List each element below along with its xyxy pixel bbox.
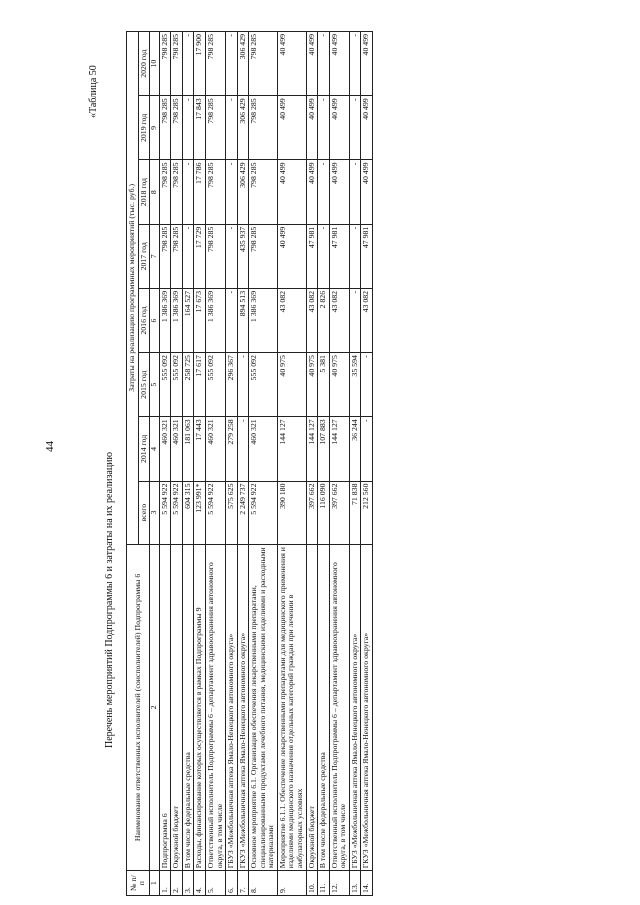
row-total: 212 560 <box>361 481 373 544</box>
row-name: Подпрограмма 6 <box>159 544 171 871</box>
row-year-value: 306 429 <box>237 160 249 224</box>
table-row <box>205 32 225 896</box>
row-year-value: 798 285 <box>159 224 171 288</box>
header-year: 2019 год <box>138 96 150 160</box>
row-name: Окружной бюджет <box>171 544 183 871</box>
row-year-value: - <box>226 32 238 96</box>
row-year-value: 1 386 369 <box>249 288 278 352</box>
row-total: 71 838 <box>349 481 361 544</box>
row-year-value: 306 429 <box>237 96 249 160</box>
row-number: 10. <box>306 871 318 896</box>
row-year-value: 555 092 <box>171 353 183 417</box>
row-year-value: 798 285 <box>205 160 225 224</box>
row-year-value: 40 975 <box>329 353 349 417</box>
row-total: 123 991* <box>194 481 206 544</box>
row-year-value: 43 082 <box>306 288 318 352</box>
row-total: 397 662 <box>306 481 318 544</box>
row-year-value: - <box>318 96 330 160</box>
table-row <box>329 32 349 896</box>
row-year-value: 17 443 <box>194 417 206 481</box>
header-total: всего <box>138 481 150 544</box>
row-year-value: 555 092 <box>205 353 225 417</box>
row-name: ГКУЗ «Межбольничная аптека Ямало-Ненецкого автономного округа» <box>237 544 249 871</box>
row-year-value: - <box>349 96 361 160</box>
row-year-value: 17 786 <box>194 160 206 224</box>
row-number: 4. <box>194 871 206 896</box>
row-year-value: 40 499 <box>329 160 349 224</box>
row-year-value: - <box>182 96 194 160</box>
header-name: Наименование ответственных исполнителей (соисполнителей) Подпрограммы 6 <box>127 544 150 871</box>
row-year-value: 40 499 <box>361 32 373 96</box>
index-cell: 9 <box>150 96 160 160</box>
table-row <box>159 32 171 896</box>
costs-table <box>126 31 373 896</box>
table-body <box>159 32 372 896</box>
row-name: Ответственный исполнитель Подпрограммы 6 – департамент здравоохранения автономного округа, в том числе <box>205 544 225 871</box>
row-year-value: 555 092 <box>159 353 171 417</box>
row-year-value: 47 981 <box>361 224 373 288</box>
row-number: 14. <box>361 871 373 896</box>
row-year-value: 798 285 <box>159 160 171 224</box>
row-year-value: 258 725 <box>182 353 194 417</box>
row-year-value: 40 499 <box>277 32 306 96</box>
row-year-value: 798 285 <box>171 224 183 288</box>
row-year-value: - <box>226 224 238 288</box>
row-year-value: 17 900 <box>194 32 206 96</box>
row-total: 397 662 <box>329 481 349 544</box>
row-year-value: 555 092 <box>249 353 278 417</box>
row-year-value: 1 386 369 <box>205 288 225 352</box>
table-row <box>361 32 373 896</box>
table-row <box>277 32 306 896</box>
row-year-value: 40 499 <box>361 160 373 224</box>
row-year-value: 40 499 <box>306 32 318 96</box>
row-year-value: 144 127 <box>329 417 349 481</box>
row-year-value: 5 381 <box>318 353 330 417</box>
row-year-value: 144 127 <box>306 417 318 481</box>
row-number: 1. <box>159 871 171 896</box>
table-row <box>318 32 330 896</box>
row-year-value: 894 513 <box>237 288 249 352</box>
index-cell: 3 <box>150 481 160 544</box>
row-name: Мероприятие 6.1.1. Обеспечение лекарственными препаратами для медицинского применения и изделиями медицинского назначения отдельных категорий граждан при лечении в амбулаторных условиях <box>277 544 306 871</box>
row-year-value: 460 321 <box>249 417 278 481</box>
row-year-value: 798 285 <box>249 32 278 96</box>
row-year-value: 43 082 <box>277 288 306 352</box>
row-year-value: - <box>226 288 238 352</box>
row-name: ГКУЗ «Межбольничная аптека Ямало-Ненецкого автономного округа» <box>361 544 373 871</box>
row-year-value: 2 826 <box>318 288 330 352</box>
page-number: 44 <box>44 441 56 452</box>
index-cell: 8 <box>150 160 160 224</box>
table-row <box>171 32 183 896</box>
row-year-value: 798 285 <box>205 224 225 288</box>
row-total: 5 594 922 <box>205 481 225 544</box>
row-year-value: 279 258 <box>226 417 238 481</box>
index-cell: 4 <box>150 417 160 481</box>
row-year-value: 36 244 <box>349 417 361 481</box>
row-year-value: 460 321 <box>171 417 183 481</box>
row-year-value: 40 499 <box>361 96 373 160</box>
row-year-value: - <box>226 96 238 160</box>
row-year-value: 40 499 <box>306 160 318 224</box>
row-year-value: - <box>349 160 361 224</box>
table-row <box>237 32 249 896</box>
row-name: Окружной бюджет <box>306 544 318 871</box>
row-number: 9. <box>277 871 306 896</box>
row-year-value: - <box>237 417 249 481</box>
row-total: 575 625 <box>226 481 238 544</box>
table-row <box>249 32 278 896</box>
row-year-value: - <box>318 32 330 96</box>
table-row <box>182 32 194 896</box>
row-year-value: - <box>361 353 373 417</box>
row-year-value: 460 321 <box>205 417 225 481</box>
row-year-value: 798 285 <box>249 224 278 288</box>
row-number: 7. <box>237 871 249 896</box>
row-year-value: 40 499 <box>277 96 306 160</box>
row-name: ГБУЗ «Межбольничная аптека Ямало-Ненецкого автономного округа» <box>349 544 361 871</box>
row-year-value: - <box>237 353 249 417</box>
row-year-value: 1 386 369 <box>159 288 171 352</box>
row-number: 3. <box>182 871 194 896</box>
row-year-value: - <box>182 160 194 224</box>
index-cell: 10 <box>150 32 160 96</box>
document-title: Перечень мероприятий Подпрограммы 6 и затраты на их реализацию <box>104 451 115 749</box>
row-year-value: 798 285 <box>205 32 225 96</box>
row-year-value: 798 285 <box>171 96 183 160</box>
row-name: Ответственный исполнитель Подпрограммы 6 – департамент здравоохранения автономного округа, в том числе <box>329 544 349 871</box>
header-year: 2017 год <box>138 224 150 288</box>
row-year-value: 798 285 <box>159 96 171 160</box>
row-year-value: 17 843 <box>194 96 206 160</box>
row-year-value: - <box>226 160 238 224</box>
row-number: 2. <box>171 871 183 896</box>
row-year-value: 1 386 369 <box>171 288 183 352</box>
row-year-value: 306 429 <box>237 32 249 96</box>
row-name: В том числе федеральные средства <box>182 544 194 871</box>
header-year: 2020 год <box>138 32 150 96</box>
row-year-value: 17 729 <box>194 224 206 288</box>
row-year-value: 798 285 <box>205 96 225 160</box>
row-total: 604 315 <box>182 481 194 544</box>
row-year-value: 144 127 <box>277 417 306 481</box>
row-total: 5 594 922 <box>171 481 183 544</box>
table-row <box>226 32 238 896</box>
row-number: 11. <box>318 871 330 896</box>
row-year-value: 40 499 <box>329 96 349 160</box>
row-year-value: 40 975 <box>306 353 318 417</box>
row-name: Расходы, финансирование которых осуществляется в рамках Подпрограммы 9 <box>194 544 206 871</box>
row-name: ГБУЗ «Межбольничная аптека Ямало-Ненецкого автономного округа» <box>226 544 238 871</box>
row-year-value: 296 367 <box>226 353 238 417</box>
row-number: 8. <box>249 871 278 896</box>
row-number: 12. <box>329 871 349 896</box>
row-year-value: - <box>349 32 361 96</box>
row-year-value: 47 981 <box>306 224 318 288</box>
index-cell: 5 <box>150 353 160 417</box>
table-label: «Таблица 50 <box>88 65 99 118</box>
index-cell: 2 <box>150 544 160 871</box>
table-row <box>194 32 206 896</box>
row-year-value: - <box>318 224 330 288</box>
table-row <box>349 32 361 896</box>
row-year-value: - <box>349 288 361 352</box>
row-total: 5 594 922 <box>249 481 278 544</box>
row-number: 6. <box>226 871 238 896</box>
row-total: 5 594 922 <box>159 481 171 544</box>
row-total: 2 249 737 <box>237 481 249 544</box>
row-name: Основное мероприятие 6.1. Организация обеспечения лекарственными препаратами, специализированными продуктами лечебного питания, медицинскими изделиями и расходными материалами <box>249 544 278 871</box>
row-year-value: 40 499 <box>306 96 318 160</box>
row-total: 116 090 <box>318 481 330 544</box>
header-year: 2014 год <box>138 417 150 481</box>
row-year-value: - <box>361 417 373 481</box>
row-year-value: - <box>182 224 194 288</box>
index-cell: 1 <box>150 871 160 896</box>
header-year: 2018 год <box>138 160 150 224</box>
row-year-value: 435 937 <box>237 224 249 288</box>
row-year-value: 40 499 <box>277 224 306 288</box>
header-num: № п/п <box>127 871 150 896</box>
header-year: 2015 год <box>138 353 150 417</box>
row-year-value: 40 499 <box>277 160 306 224</box>
row-year-value: 460 321 <box>159 417 171 481</box>
row-year-value: - <box>182 32 194 96</box>
table-row <box>306 32 318 896</box>
row-year-value: 17 673 <box>194 288 206 352</box>
row-year-value: 798 285 <box>249 160 278 224</box>
index-cell: 7 <box>150 224 160 288</box>
row-year-value: 43 082 <box>329 288 349 352</box>
row-year-value: 798 285 <box>171 32 183 96</box>
rotated-table-container <box>126 31 623 896</box>
row-year-value: 164 527 <box>182 288 194 352</box>
row-year-value: 47 981 <box>329 224 349 288</box>
row-year-value: 40 499 <box>329 32 349 96</box>
row-number: 13. <box>349 871 361 896</box>
row-year-value: 17 617 <box>194 353 206 417</box>
row-year-value: 798 285 <box>159 32 171 96</box>
header-costs: Затраты на реализацию программных мероприятий (тыс. руб.) <box>127 32 139 545</box>
index-cell: 6 <box>150 288 160 352</box>
header-year: 2016 год <box>138 288 150 352</box>
row-name: В том числе федеральные средства <box>318 544 330 871</box>
row-year-value: 181 063 <box>182 417 194 481</box>
row-year-value: 35 594 <box>349 353 361 417</box>
row-year-value: 107 883 <box>318 417 330 481</box>
row-year-value: - <box>318 160 330 224</box>
row-year-value: 798 285 <box>171 160 183 224</box>
row-year-value: 40 975 <box>277 353 306 417</box>
row-total: 390 180 <box>277 481 306 544</box>
row-year-value: 43 082 <box>361 288 373 352</box>
row-year-value: 798 285 <box>249 96 278 160</box>
row-number: 5. <box>205 871 225 896</box>
row-year-value: - <box>349 224 361 288</box>
